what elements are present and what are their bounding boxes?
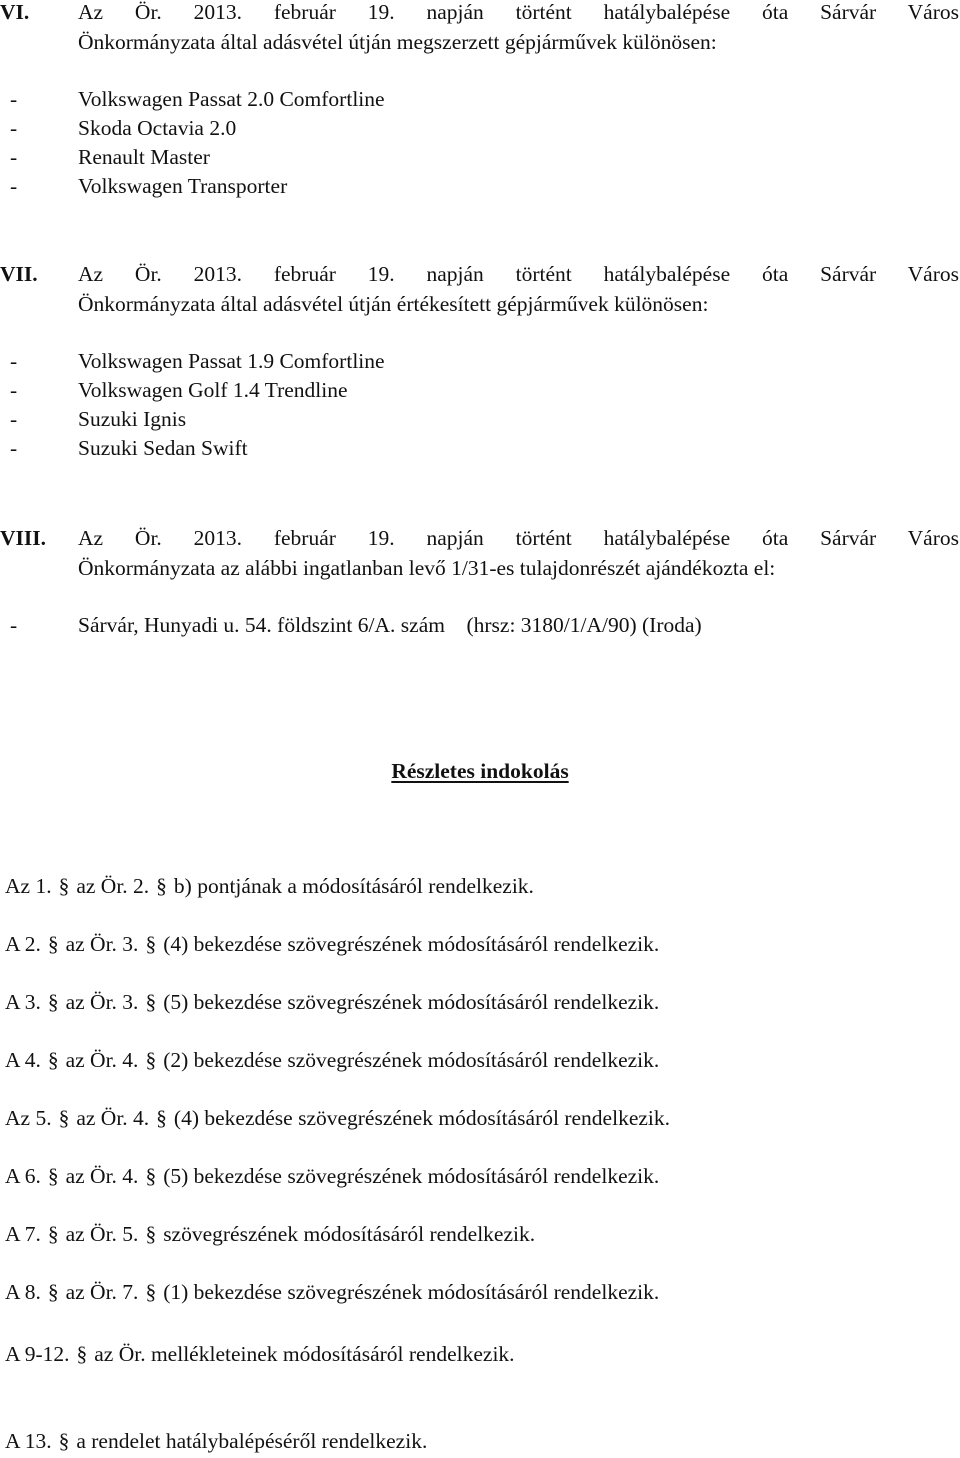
reason-line	[5, 1431, 427, 1453]
reason-paragraph: A 3.	[5, 990, 41, 1014]
reason-reference: az Ör. 4.	[76, 1106, 150, 1130]
reason-text: (5) bekezdése szövegrészének módosításáról rendelkezik.	[163, 1164, 660, 1188]
reason-line	[5, 1108, 670, 1130]
reason-text: szövegrészének módosításáról rendelkezik.	[163, 1222, 536, 1246]
reason-line	[5, 876, 534, 898]
list-dash: -	[10, 378, 18, 402]
list-item: Sárvár, Hunyadi u. 54. földszint 6/A. szám (hrsz: 3180/1/A/90) (Iroda)	[78, 613, 702, 637]
reason-reference: az Ör. 3.	[65, 990, 139, 1014]
section-sign: §	[47, 990, 59, 1014]
list-item: Volkswagen Transporter	[78, 174, 288, 198]
section-sign: §	[58, 1106, 70, 1130]
list-item: Volkswagen Golf 1.4 Trendline	[78, 378, 348, 402]
section-sign: §	[145, 1222, 157, 1246]
reason-reference: az Ör. 4.	[65, 1164, 139, 1188]
list-dash: -	[10, 87, 18, 111]
reason-reference: az Ör. 2.	[76, 874, 150, 898]
reason-reference: az Ör. 5.	[65, 1222, 139, 1246]
section-sign: §	[47, 1048, 59, 1072]
reason-line	[5, 1166, 659, 1188]
section-number: VI.	[0, 0, 30, 24]
section-sign: §	[156, 1106, 167, 1130]
reason-reference: az Ör. 4.	[65, 1048, 139, 1072]
section-sign: §	[145, 1164, 157, 1188]
section-text-line2: Önkormányzata az alábbi ingatlanban levő 1/31-es tulajdonrészét ajándékozta el:	[78, 556, 776, 580]
section-sign: §	[58, 874, 70, 898]
reason-text: (4) bekezdése szövegrészének módosításáról rendelkezik.	[173, 1106, 670, 1130]
list-dash: -	[10, 116, 18, 140]
section-text-line2: Önkormányzata által adásvétel útján értékesített gépjárművek különösen:	[78, 292, 709, 316]
reason-line	[5, 992, 659, 1014]
section-number: VIII.	[0, 526, 47, 550]
reason-paragraph: A 7.	[5, 1222, 41, 1246]
reason-paragraph: A 9-12.	[5, 1342, 70, 1366]
list-item: Suzuki Ignis	[78, 407, 187, 431]
reason-paragraph: A 8.	[5, 1280, 41, 1304]
section-heading: Részletes indokolás	[391, 759, 569, 783]
reason-text: (2) bekezdése szövegrészének módosításáról rendelkezik.	[163, 1048, 660, 1072]
section-sign: §	[156, 874, 167, 898]
reason-paragraph: Az 1.	[5, 874, 52, 898]
list-dash: -	[10, 407, 18, 431]
reason-reference: az Ör. 7.	[65, 1280, 139, 1304]
reason-line	[5, 1050, 659, 1072]
reason-paragraph: Az 5.	[5, 1106, 52, 1130]
reason-line	[5, 1224, 535, 1246]
section-text-line1: Az Ör. 2013. február 19. napján történt hatálybalépése óta Sárvár Város	[78, 0, 959, 24]
section-sign: §	[47, 932, 59, 956]
section-sign: §	[145, 1280, 157, 1304]
section-text-line2: Önkormányzata által adásvétel útján megszerzett gépjárművek különösen:	[78, 30, 717, 54]
reason-paragraph: A 4.	[5, 1048, 41, 1072]
reason-text: b) pontjának a módosításáról rendelkezik.	[173, 874, 534, 898]
section-sign: §	[47, 1222, 59, 1246]
reason-text: (5) bekezdése szövegrészének módosításáról rendelkezik.	[163, 990, 660, 1014]
reason-text: (4) bekezdése szövegrészének módosításáról rendelkezik.	[163, 932, 660, 956]
section-sign: §	[145, 932, 157, 956]
section-sign: §	[76, 1342, 88, 1366]
reason-reference: az Ör. 3.	[65, 932, 139, 956]
section-sign: §	[145, 990, 157, 1014]
reason-reference: az Ör. mellékleteinek módosításáról rendelkezik.	[94, 1342, 515, 1366]
reason-paragraph: A 6.	[5, 1164, 41, 1188]
section-sign: §	[47, 1164, 59, 1188]
list-dash: -	[10, 349, 18, 373]
reason-paragraph: A 2.	[5, 932, 41, 956]
list-item: Skoda Octavia 2.0	[78, 116, 237, 140]
section-text-line1: Az Ör. 2013. február 19. napján történt hatálybalépése óta Sárvár Város	[78, 262, 959, 286]
section-number: VII.	[0, 262, 38, 286]
reason-paragraph: A 13.	[5, 1429, 52, 1453]
list-item: Renault Master	[78, 145, 210, 169]
list-dash: -	[10, 613, 18, 637]
section-sign: §	[47, 1280, 59, 1304]
list-dash: -	[10, 436, 18, 460]
list-item: Volkswagen Passat 2.0 Comfortline	[78, 87, 385, 111]
list-item: Volkswagen Passat 1.9 Comfortline	[78, 349, 385, 373]
reason-reference: a rendelet hatálybalépéséről rendelkezik.	[76, 1429, 428, 1453]
list-dash: -	[10, 145, 18, 169]
reason-line	[5, 1344, 515, 1366]
section-sign: §	[145, 1048, 157, 1072]
list-dash: -	[10, 174, 18, 198]
section-text-line1: Az Ör. 2013. február 19. napján történt hatálybalépése óta Sárvár Város	[78, 526, 959, 550]
list-item: Suzuki Sedan Swift	[78, 436, 248, 460]
reason-line	[5, 934, 659, 956]
reason-text: (1) bekezdése szövegrészének módosításáról rendelkezik.	[163, 1280, 660, 1304]
reason-line	[5, 1282, 659, 1304]
section-sign: §	[58, 1429, 70, 1453]
